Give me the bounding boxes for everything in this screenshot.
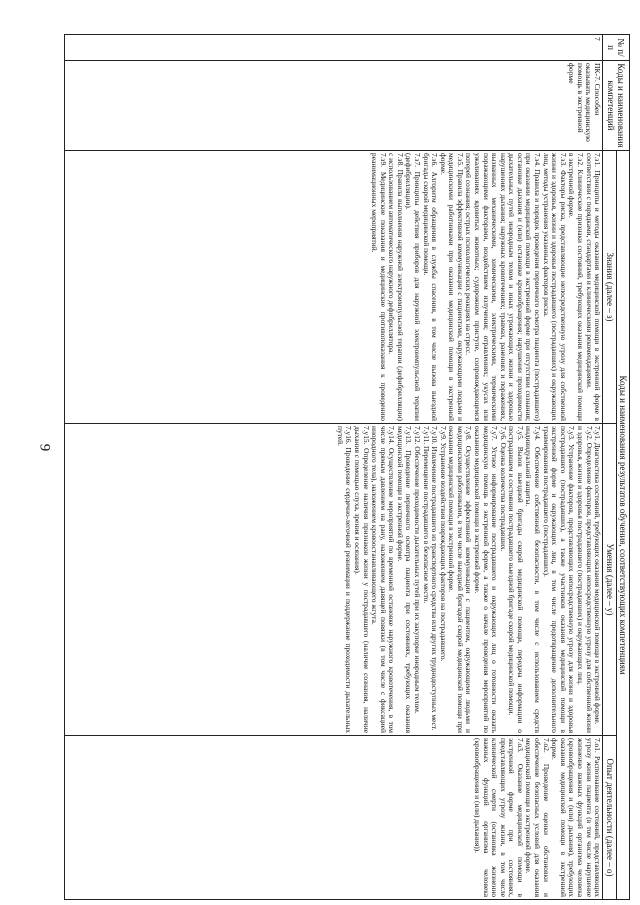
knowledge-item: 7.з2. Клинические признаки состояний, требующих оказания медицинской помощи в экстренной форме. bbox=[567, 153, 585, 421]
header-experience: Опыт деятельности (далее – о) bbox=[603, 736, 616, 900]
knowledge-item: 7.з6. Алгоритм обращения в службы спасения, в том числе вызова выездной бригады скорой медицинской помощи. bbox=[421, 153, 440, 421]
table-row bbox=[65, 35, 603, 900]
experience-item: 7.о2. Проведение оценки обстановки и обеспечение безопасных условий для оказания медицинской помощи в экстренной форме. bbox=[524, 738, 551, 898]
skill-item: 7.у14. Осуществление мероприятий по временной остановке наружного кровотечения, в том числе прямым давлением на рану, наложением давящей повязки (в том числе с фиксацией инородного тела), наложением кровоостанавливающего жгута. bbox=[370, 426, 397, 733]
competency-table-rotated bbox=[64, 34, 630, 899]
skill-item: 7.у9. Устранение воздействия повреждающих факторов на пострадавшего. bbox=[438, 426, 448, 662]
header-results-group: Коды и наименования результатов обучения, соответствующих компетенциям bbox=[616, 151, 629, 900]
knowledge-item: 7.з1. Принципы и методы оказания медицинской помощи в экстренной форме в соответствии с порядками, стандартами и клиническими рекомендациями. bbox=[584, 153, 603, 421]
row-number: 7 bbox=[65, 35, 603, 61]
skill-item: 7.у2. Определение факторов, представляющих непосредственную угрозу для собственной жизни и здоровья, жизни и здоровья пострадавшего (пострадавших) и окружающих лиц. bbox=[575, 426, 594, 733]
knowledge-item: 7.з3. Факторы риска, представляющие непосредственную угрозу для собственной жизни и здоровья, жизни и здоровья пострадавшего (пострадавших) и окружающих лиц, методы устранения указанных факторов риска. bbox=[541, 153, 568, 421]
header-num: № п/п bbox=[603, 35, 630, 61]
skill-item: 7.у15. Определение наличия признаков жизни у пострадавшего (наличие сознания, наличие дыхания с помощью слуха, зрения и осязания). bbox=[352, 426, 371, 733]
skill-item: 7.у6. Оценка количества пострадавших. bbox=[498, 426, 508, 552]
skill-item: 7.у7. Устное информирование пострадавшего и окружающих лиц о готовности оказать медицинскую помощь в экстренной форме, а также о начале проведения мероприятий по оказанию медицинской помощи в экстренной форме. bbox=[473, 426, 500, 733]
experience-item: 7.о1. Распознавание состояний, представляющих угрозу жизни пациента (в том числе нарушение жизненно важных функций организма человека (кровообращения и (или) дыхания), требующих оказания медицинской помощи в экстренной форме. bbox=[550, 738, 603, 898]
competency-name: ПК-7. Способен оказывать медицинскую помощь в экстренной форме bbox=[65, 61, 603, 151]
skill-item: 7.у5. Вызов выездной бригады скорой медицинской помощи, передача информации о пострадавшем и состоянии пострадавшего выездной бригаде скорой медицинской помощи. bbox=[507, 426, 525, 733]
competency-table bbox=[64, 34, 630, 900]
knowledge-item: 7.з7. Принципы действия приборов для наружной электроимпульсной терапии (дефибрилляции). bbox=[404, 153, 422, 421]
header-competency: Коды и наименования компетенций bbox=[603, 61, 630, 151]
skill-item: 7.у12. Обеспечение проходимости дыхательных путей при их закупорке инородным телом. bbox=[412, 426, 422, 714]
skill-item: 7.у3. Устранение факторов, представляющих непосредственную угрозу для жизни и здоровья пострадавшего (пострадавших), а также участников оказания медицинской помощи в экстренной форме и окружающих лиц, в том числе предотвращение дополнительного травмирования пострадавшего (пострадавших). bbox=[541, 426, 577, 733]
skills-cell bbox=[65, 424, 603, 736]
skill-item: 7.у13. Проведение первичного осмотра пациента при состояниях, требующих оказания медицинской помощи в экстренной форме. bbox=[395, 426, 414, 733]
knowledge-item: 7.з5. Правила эффективной коммуникации с пациентами, окружающими людьми и медицинскими работниками при оказании медицинской помощи в экстренной форме. bbox=[438, 153, 465, 421]
skill-item: 7.у16. Проведение сердечно-легочной реанимации и поддержание проходимости дыхательных путей. bbox=[335, 426, 354, 733]
knowledge-item: 7.з9. Медицинские показания и медицинские противопоказания к проведению реанимационных мероприятий. bbox=[370, 153, 388, 421]
knowledge-cell bbox=[65, 151, 603, 424]
experience-cell bbox=[65, 736, 603, 900]
skill-item: 7.у10. Извлечение пострадавшего из транспортного средства или других труднодоступных мест. bbox=[430, 426, 440, 731]
skill-item: 7.у11. Перемещение пострадавшего в безопасное место. bbox=[421, 426, 431, 604]
header-skills: Умения (далее – у) bbox=[603, 424, 616, 736]
knowledge-item: 7.з4. Правила и порядок проведения первичного осмотра пациента (пострадавшего) при оказании медицинской помощи в экстренной форме при отсутствии сознания; остановке дыхания и (или) остановке кровообращения; нарушении проходимости дыхательных путей инородным телом и иных угрожающих жизни и здоровью нарушениях дыхания; наружных кровотечениях; травмах, ранениях и поражениях, вызванных механическими, химическими, электрическими, термическими поражающими факторами, воздействием излучения; отравлениях; укусах или ужаливаниях ядовитых животных; судорожном приступе, сопровождающемся потерей сознания; острых психологических реакциях на стресс. bbox=[464, 153, 543, 421]
header-knowledge: Знания (далее – з) bbox=[603, 151, 616, 424]
skill-item: 7.у4. Обеспечение собственной безопасности, в том числе с использованием средств индивидуальной защиты. bbox=[524, 426, 543, 733]
skill-item: 7.у8. Осуществление эффективной коммуникации с пациентом, окружающими людьми и медицинскими работниками, в том числе выездной бригадой скорой медицинской помощи при оказании медицинской помощи в экстренной форме. bbox=[447, 426, 474, 733]
knowledge-item: 7.з8. Правила выполнения наружной электроимпульсной терапии (дефибрилляции) с использованием автоматического наружного дефибриллятора. bbox=[387, 153, 405, 421]
skill-item: 7.у1. Диагностика состояний, требующих оказания медицинской помощи в экстренной форме. bbox=[593, 426, 603, 725]
page-number: 9 bbox=[36, 443, 53, 452]
experience-item: 7.о3. Оказание медицинской помощи в экстренной форме при состояниях, представляющих угрозу жизни, в том числе клинической смерти (остановка жизненно важных функций организма человека (кровообращения и (или) дыхания)). bbox=[473, 738, 525, 898]
